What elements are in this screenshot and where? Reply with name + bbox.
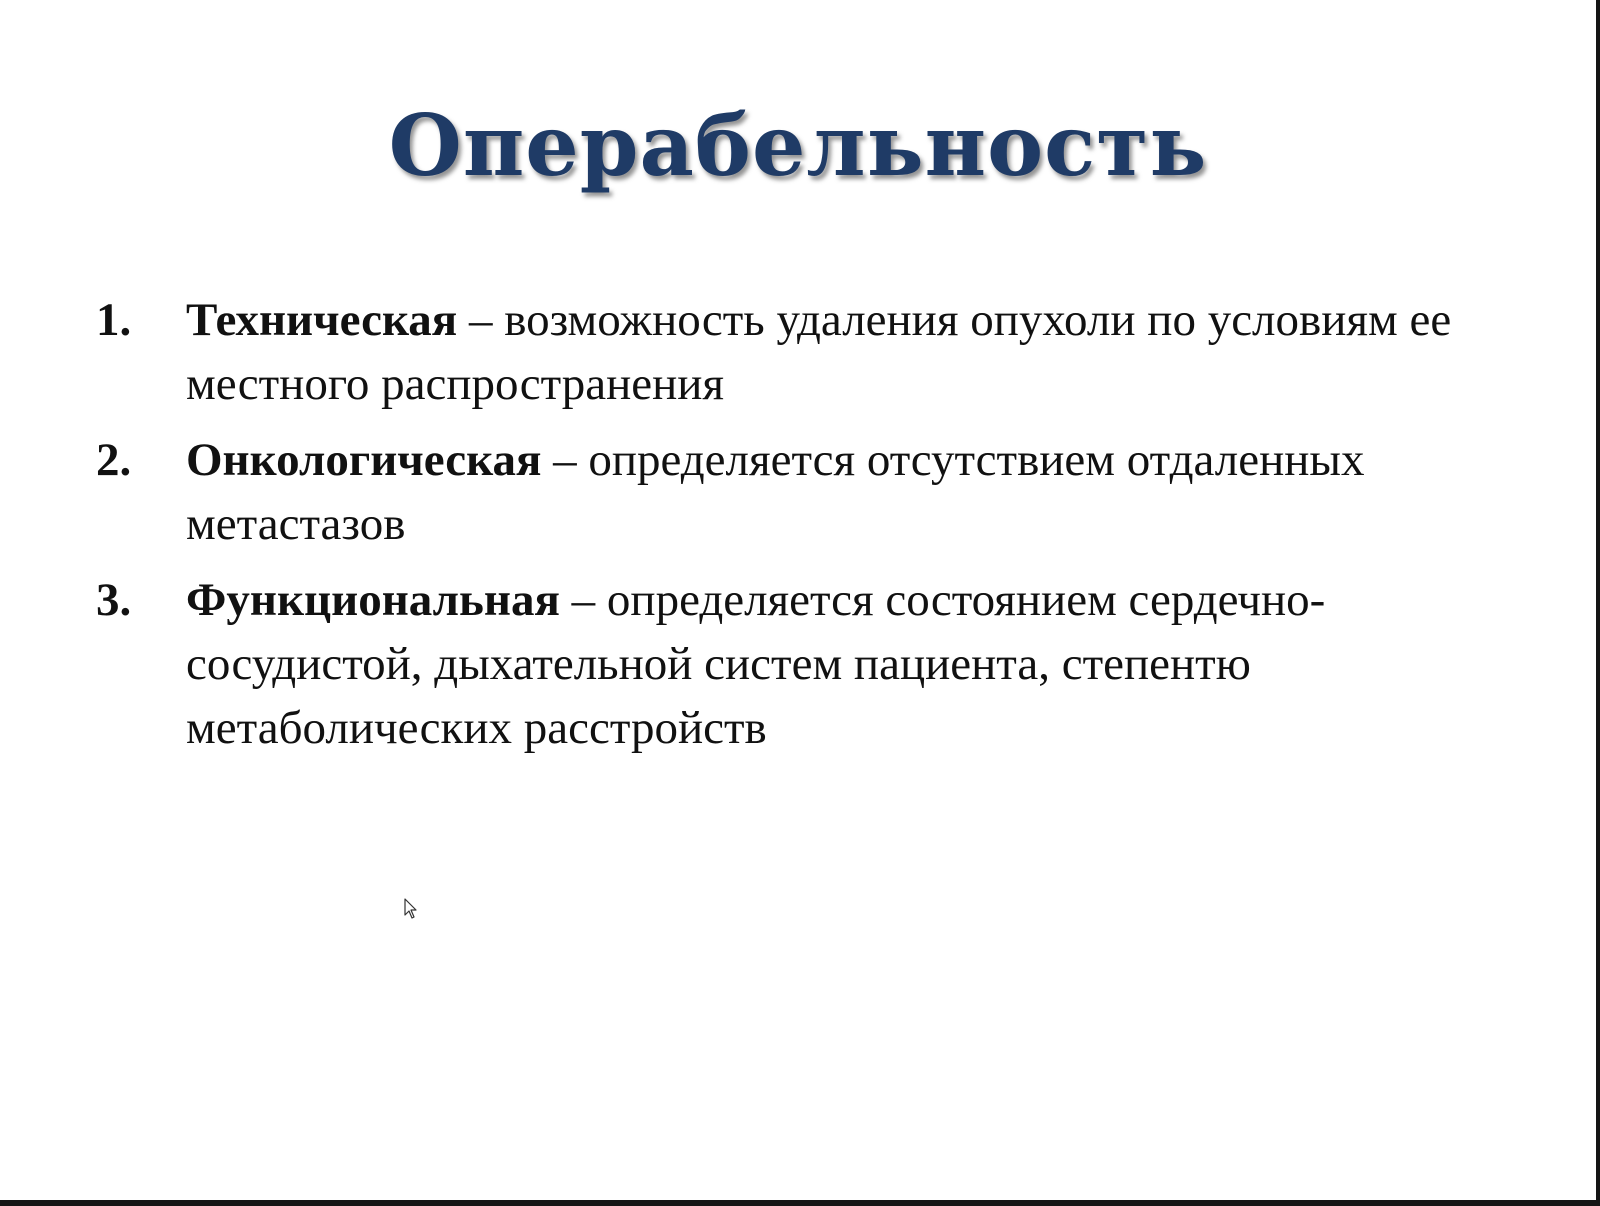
list-item-term: Функциональная	[186, 574, 560, 626]
list-item-term: Техническая	[186, 294, 458, 346]
list-item	[96, 428, 1516, 556]
operability-list	[96, 288, 1516, 772]
list-item-term: Онкологическая	[186, 434, 542, 486]
list-item	[96, 568, 1516, 760]
list-item-text: – определяется отсутствием отдаленных метастазов	[186, 434, 1365, 550]
list-item-number: 1.	[96, 294, 132, 346]
list-item-number: 3.	[96, 574, 132, 626]
window-border-right	[1596, 0, 1600, 1206]
list-item-number: 2.	[96, 434, 132, 486]
window-border-bottom	[0, 1200, 1600, 1206]
list-item	[96, 288, 1516, 416]
list-item-text: – возможность удаления опухоли по условиям ее местного распространения	[186, 294, 1452, 410]
mouse-pointer-icon	[404, 898, 418, 920]
list-item-text: – определяется состоянием сердечно-сосудистой, дыхательной систем пациента, степентю метаболических расстройств	[186, 574, 1326, 754]
slide-title: Операбельность	[388, 96, 1208, 195]
